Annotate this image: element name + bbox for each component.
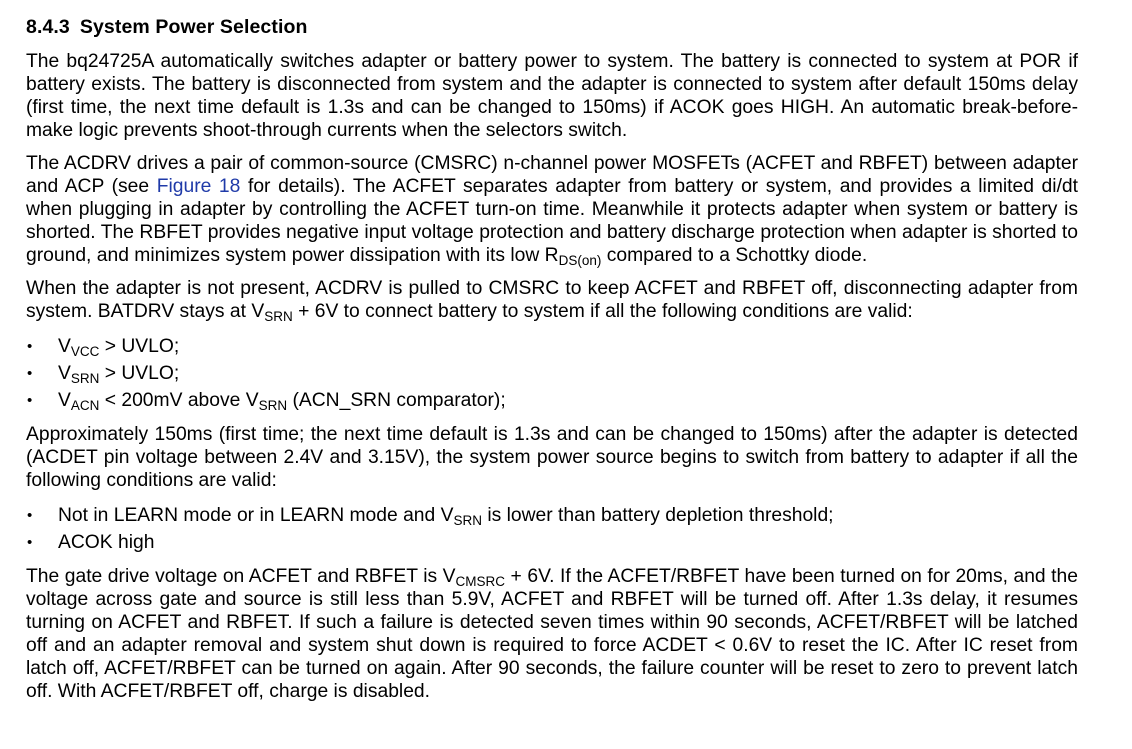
list-item: • Not in LEARN mode or in LEARN mode and $V_{SRN}$ is lower than battery depletion threshold;	[26, 502, 1078, 529]
paragraph-2-text-3: compared to a Schottky diode.	[601, 245, 868, 266]
bullet-icon: •	[27, 338, 33, 355]
paragraph-2-text-1: The ACDRV drives a pair of common-source (CMSRC) n-channel power MOSFETs (ACFET and RBFET) between adapter and ACP (see	[26, 153, 1078, 197]
condition-list-2	[26, 502, 1078, 556]
section-number: 8.4.3	[26, 16, 70, 38]
paragraph-3	[26, 277, 1078, 323]
paragraph-5-text-1: The gate drive voltage on ACFET and RBFET is	[26, 566, 443, 587]
figure-18-link[interactable]: Figure 18	[156, 176, 241, 197]
paragraph-5	[26, 565, 1078, 703]
bullet-icon: •	[27, 365, 33, 382]
condition-list-1	[26, 333, 1078, 414]
section-heading	[26, 14, 1078, 40]
bullet-icon: •	[27, 534, 33, 551]
paragraph-3-text-2: + 6V to connect battery to system if all the following conditions are valid:	[292, 301, 913, 322]
vsrn-symbol: $V_{SRN}$	[251, 301, 293, 324]
vcmsrc-symbol: $V_{CMSRC}$	[442, 566, 506, 589]
paragraph-4: Approximately 150ms (first time; the next time default is 1.3s and can be changed to 150ms) after the adapter is detected (ACDET pin voltage between 2.4V and 3.15V), the system power source begins to switch from battery to adapter if all the following conditions are valid:	[26, 424, 1078, 491]
rds-on-symbol: $R_{DS(on)}$	[544, 245, 602, 268]
list-item: • $V_{SRN}$ > UVLO;	[26, 360, 1078, 387]
paragraph-2	[26, 152, 1078, 267]
bullet-icon: •	[27, 507, 33, 524]
paragraph-5-text-2: + 6V. If the ACFET/RBFET have been turned on for 20ms, and the voltage across gate and source is still less than 5.9V, ACFET and RBFET will be turned off. After 1.3s delay, it resumes turning on ACFET and RBFET. If such a failure is detected seven times within 90 seconds, ACFET/RBFET will be latched off and an adapter removal and system shut down is required to force ACDET < 0.6V to reset the IC. After IC reset from latch off, ACFET/RBFET can be turned on again. After 90 seconds, the failure counter will be reset to zero to prevent latch off. With ACFET/RBFET off, charge is disabled.	[26, 566, 1078, 702]
paragraph-1: The bq24725A automatically switches adapter or battery power to system. The battery is connected to system at POR if battery exists. The battery is disconnected from system and the adapter is connected to system after default 150ms delay (first time, the next time default is 1.3s and can be changed to 150ms) if ACOK goes HIGH. An automatic break-before-make logic prevents shoot-through currents when the selectors switch.	[26, 51, 1078, 141]
paragraph-3-text-1: When the adapter is not present, ACDRV is pulled to CMSRC to keep ACFET and RBFET off, disconnecting adapter from system. BATDRV stays at	[26, 278, 1078, 322]
document-page	[26, 14, 1078, 713]
section-title: System Power Selection	[79, 16, 308, 38]
list-item: • ACOK high	[26, 529, 1078, 556]
list-item: • $V_{ACN} < 200mV$ above $V_{SRN}$ (ACN_SRN comparator);	[26, 387, 1078, 414]
bullet-icon: •	[27, 392, 33, 409]
list-item: • $V_{VCC}$ > UVLO;	[26, 333, 1078, 360]
paragraph-2-text-2: for details). The ACFET separates adapter from battery or system, and provides a limited di/dt when plugging in adapter by controlling the ACFET turn-on time. Meanwhile it protects adapter when system or battery is shorted. The RBFET provides negative input voltage protection and battery discharge protection when adapter is shorted to ground, and minimizes system power dissipation with its low	[26, 176, 1079, 266]
